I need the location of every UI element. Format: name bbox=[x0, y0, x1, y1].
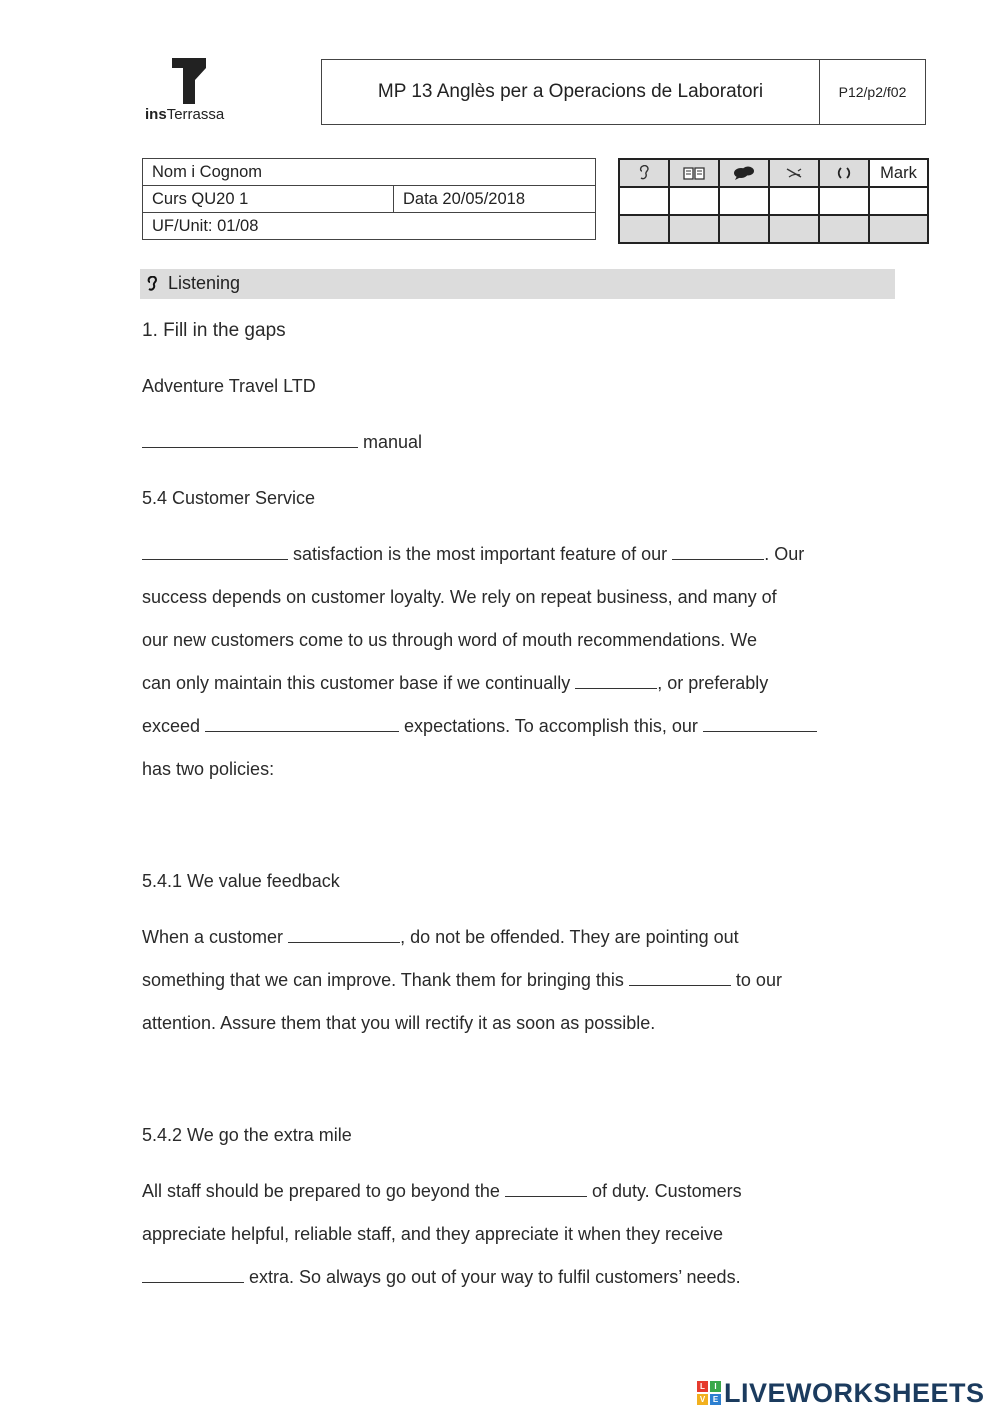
paragraph-line: success depends on customer loyalty. We rely on repeat business, and many of bbox=[142, 587, 777, 607]
text-fragment: When a customer bbox=[142, 927, 289, 947]
document-code: P12/p2/f02 bbox=[838, 84, 907, 100]
text-fragment: , or preferably bbox=[657, 673, 769, 693]
skill-cell bbox=[719, 215, 769, 243]
paragraph-line: has two policies: bbox=[142, 759, 275, 779]
brand-square: V bbox=[697, 1394, 708, 1405]
manual-line bbox=[142, 433, 422, 451]
text-fragment: satisfaction is the most important feature of our bbox=[288, 544, 673, 564]
listening-section-bar bbox=[140, 269, 895, 299]
text-fragment: of duty. Customers bbox=[586, 1181, 742, 1201]
skills-mark-table bbox=[618, 158, 929, 244]
ear-icon bbox=[146, 276, 158, 292]
text-fragment: manual bbox=[358, 432, 423, 452]
paragraph-line bbox=[142, 717, 817, 735]
speaking-mark-cell bbox=[719, 187, 769, 215]
text-fragment: to our bbox=[730, 970, 782, 990]
text-fragment: All staff should be prepared to go beyond the bbox=[142, 1181, 505, 1201]
paragraph-line: appreciate helpful, reliable staff, and they appreciate it when they receive bbox=[142, 1224, 724, 1244]
logo-prefix: ins bbox=[145, 106, 167, 123]
module-title: MP 13 Anglès per a Operacions de Laboratori bbox=[322, 60, 820, 124]
logo-text bbox=[145, 106, 224, 123]
grammar-icon bbox=[819, 159, 869, 187]
subheading-customer-service: 5.4 Customer Service bbox=[142, 488, 316, 508]
text-fragment: . Our bbox=[764, 544, 805, 564]
paragraph-line bbox=[142, 545, 804, 563]
gap-input[interactable] bbox=[575, 674, 657, 689]
text-fragment: extra. So always go out of your way to fulfil customers’ needs. bbox=[244, 1267, 741, 1287]
paragraph-line bbox=[142, 928, 739, 946]
listening-mark-cell bbox=[619, 187, 669, 215]
total-mark-cell bbox=[869, 187, 928, 215]
exercise-title: 1. Fill in the gaps bbox=[142, 320, 286, 341]
grammar-mark-cell bbox=[819, 187, 869, 215]
gap-input[interactable] bbox=[205, 717, 399, 732]
gap-input[interactable] bbox=[505, 1182, 587, 1197]
gap-input[interactable] bbox=[142, 433, 358, 448]
paragraph-line bbox=[142, 1182, 742, 1200]
subheading-feedback: 5.4.1 We value feedback bbox=[142, 871, 340, 891]
course-field: Curs QU20 1 bbox=[143, 186, 394, 213]
paragraph-line: our new customers come to us through word of mouth recommendations. We bbox=[142, 630, 757, 650]
text-fragment: exceed bbox=[142, 716, 206, 736]
reading-mark-cell bbox=[669, 187, 719, 215]
skill-cell bbox=[769, 215, 819, 243]
text-fragment: , do not be offended. They are pointing out bbox=[400, 927, 739, 947]
skill-cell bbox=[619, 215, 669, 243]
speaking-icon bbox=[719, 159, 769, 187]
skill-cell bbox=[869, 215, 928, 243]
gap-input[interactable] bbox=[629, 971, 731, 986]
brand-square: E bbox=[710, 1394, 721, 1405]
writing-mark-cell bbox=[769, 187, 819, 215]
paragraph-line bbox=[142, 674, 768, 692]
logo-name: Terrassa bbox=[166, 106, 225, 123]
skill-cell bbox=[819, 215, 869, 243]
subheading-extra-mile: 5.4.2 We go the extra mile bbox=[142, 1125, 352, 1145]
listening-icon bbox=[619, 159, 669, 187]
gap-input[interactable] bbox=[703, 717, 817, 732]
gap-input[interactable] bbox=[142, 545, 288, 560]
gap-input[interactable] bbox=[142, 1268, 244, 1283]
paragraph-line bbox=[142, 1268, 741, 1286]
student-info-table bbox=[142, 158, 596, 240]
writing-icon bbox=[769, 159, 819, 187]
reading-icon bbox=[669, 159, 719, 187]
mark-header: Mark bbox=[869, 159, 928, 187]
ins-terrassa-logo-icon bbox=[172, 58, 206, 104]
brand-square: L bbox=[697, 1381, 708, 1392]
company-name: Adventure Travel LTD bbox=[142, 376, 316, 396]
paragraph-line bbox=[142, 971, 782, 989]
name-field: Nom i Cognom bbox=[143, 159, 596, 186]
date-field: Data 20/05/2018 bbox=[394, 186, 596, 213]
text-fragment: something that we can improve. Thank them for bringing this bbox=[142, 970, 629, 990]
skill-cell bbox=[669, 215, 719, 243]
liveworksheets-squares-icon bbox=[697, 1381, 721, 1405]
liveworksheets-wordmark: LIVEWORKSHEETS bbox=[724, 1377, 985, 1408]
gap-input[interactable] bbox=[672, 545, 764, 560]
paragraph-line: attention. Assure them that you will rectify it as soon as possible. bbox=[142, 1013, 656, 1033]
section-title: Listening bbox=[168, 273, 241, 293]
liveworksheets-logo[interactable] bbox=[697, 1378, 985, 1408]
text-fragment: expectations. To accomplish this, our bbox=[399, 716, 703, 736]
unit-field: UF/Unit: 01/08 bbox=[143, 213, 596, 240]
gap-input[interactable] bbox=[288, 928, 400, 943]
header-box bbox=[321, 59, 926, 125]
brand-square: I bbox=[710, 1381, 721, 1392]
text-fragment: can only maintain this customer base if we continually bbox=[142, 673, 576, 693]
